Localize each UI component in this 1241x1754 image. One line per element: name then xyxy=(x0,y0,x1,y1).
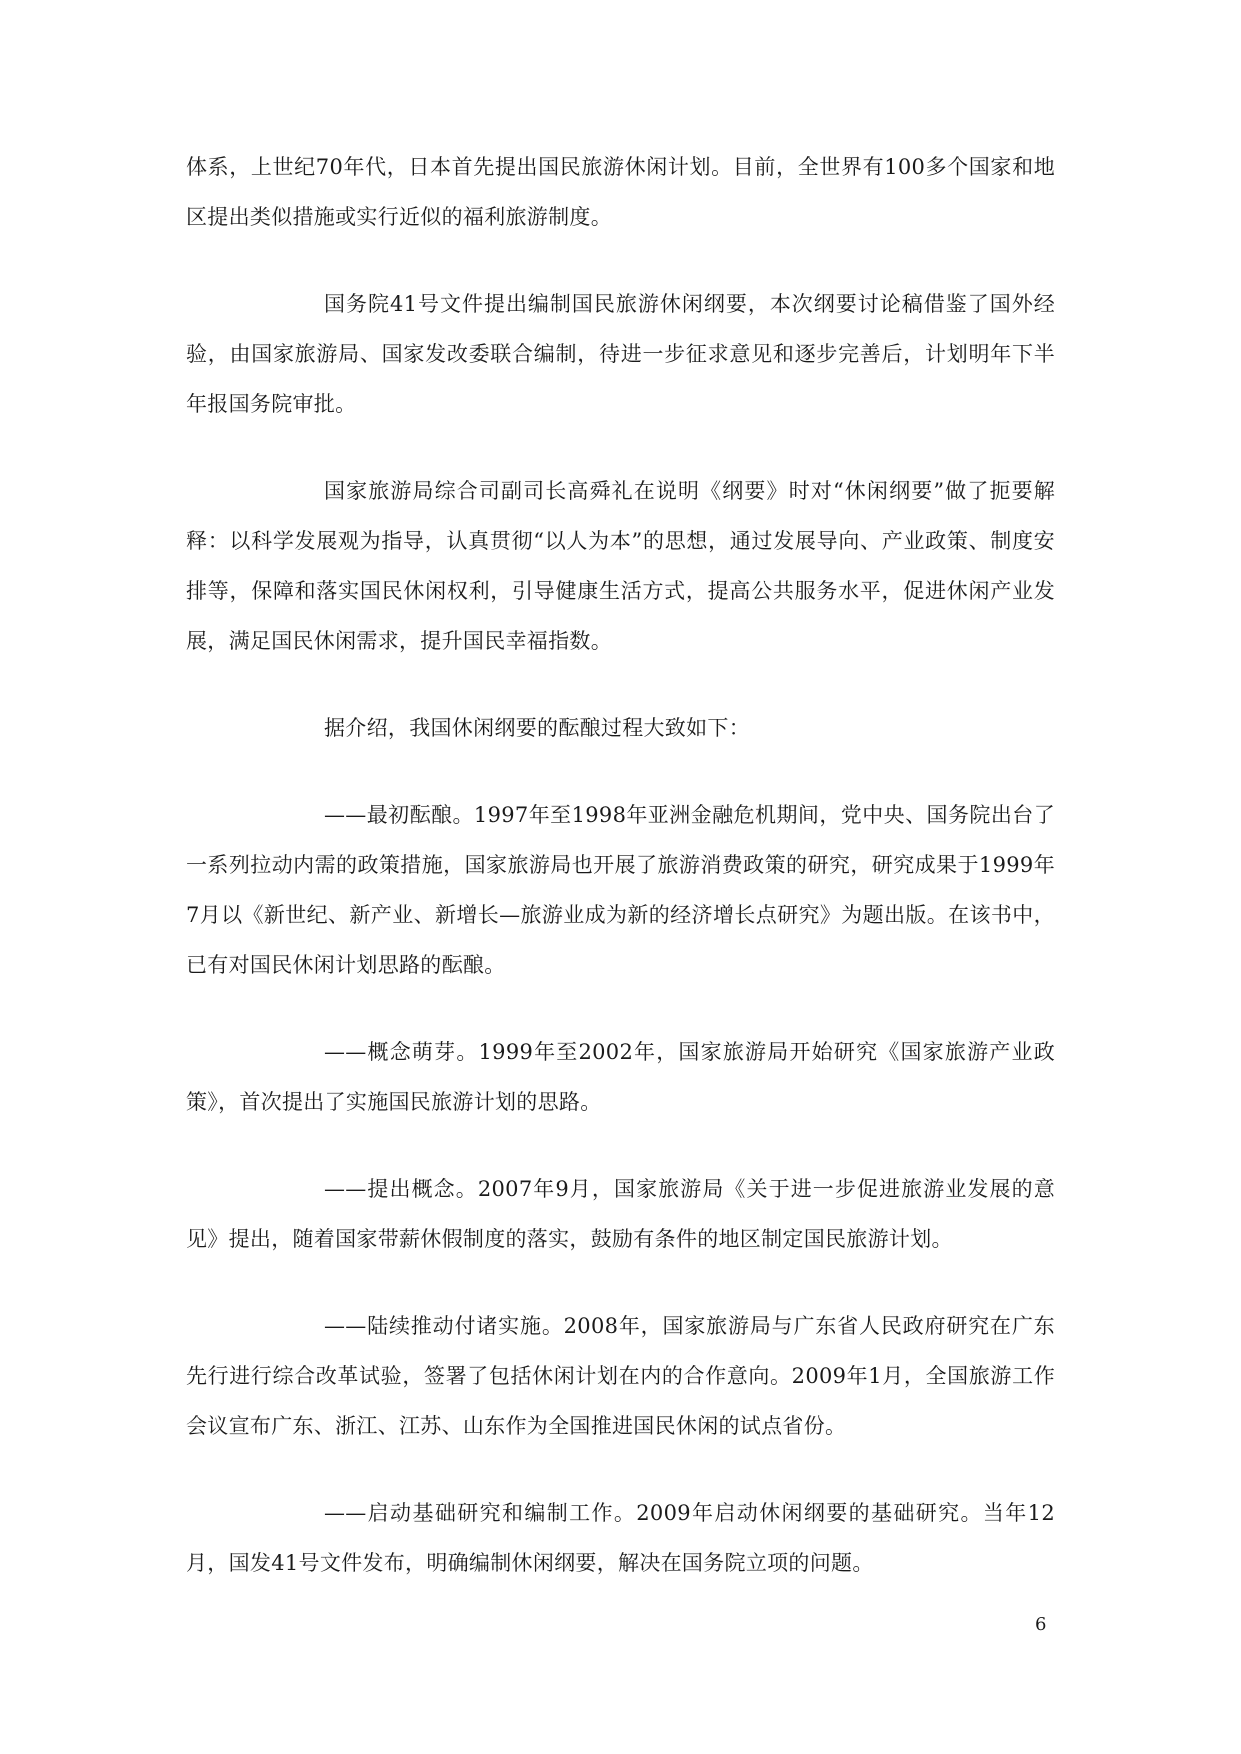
paragraph-1: 体系，上世纪70年代，日本首先提出国民旅游休闲计划。目前，全世界有100多个国家和地区提出类似措施或实行近似的福利旅游制度。 xyxy=(186,155,1055,229)
paragraph-8: ——陆续推动付诸实施。2008年，国家旅游局与广东省人民政府研究在广东先行进行综合改革试验，签署了包括休闲计划在内的合作意向。2009年1月，全国旅游工作会议宣布广东、浙江、江苏、山东作为全国推进国民休闲的试点省份。 xyxy=(186,1314,1055,1438)
paragraph-3: 国家旅游局综合司副司长高舜礼在说明《纲要》时对“休闲纲要”做了扼要解释：以科学发展观为指导，认真贯彻“以人为本”的思想，通过发展导向、产业政策、制度安排等，保障和落实国民休闲权利，引导健康生活方式，提高公共服务水平，促进休闲产业发展，满足国民休闲需求，提升国民幸福指数。 xyxy=(186,479,1055,653)
paragraph-7: ——提出概念。2007年9月，国家旅游局《关于进一步促进旅游业发展的意见》提出，随着国家带薪休假制度的落实，鼓励有条件的地区制定国民旅游计划。 xyxy=(186,1177,1055,1251)
document-body xyxy=(186,142,1055,1625)
paragraph-2: 国务院41号文件提出编制国民旅游休闲纲要，本次纲要讨论稿借鉴了国外经验，由国家旅游局、国家发改委联合编制，待进一步征求意见和逐步完善后，计划明年下半年报国务院审批。 xyxy=(186,292,1055,416)
paragraph-4: 据介绍，我国休闲纲要的酝酿过程大致如下： xyxy=(324,716,750,740)
paragraph-5: ——最初酝酿。1997年至1998年亚洲金融危机期间，党中央、国务院出台了一系列拉动内需的政策措施，国家旅游局也开展了旅游消费政策的研究，研究成果于1999年7月以《新世纪、新产业、新增长—旅游业成为新的经济增长点研究》为题出版。在该书中，已有对国民休闲计划思路的酝酿。 xyxy=(186,803,1055,977)
paragraph-6: ——概念萌芽。1999年至2002年，国家旅游局开始研究《国家旅游产业政策》，首次提出了实施国民旅游计划的思路。 xyxy=(186,1040,1055,1114)
paragraph-9: ——启动基础研究和编制工作。2009年启动休闲纲要的基础研究。当年12月，国发41号文件发布，明确编制休闲纲要，解决在国务院立项的问题。 xyxy=(186,1501,1055,1575)
page-number: 6 xyxy=(1035,1614,1047,1635)
